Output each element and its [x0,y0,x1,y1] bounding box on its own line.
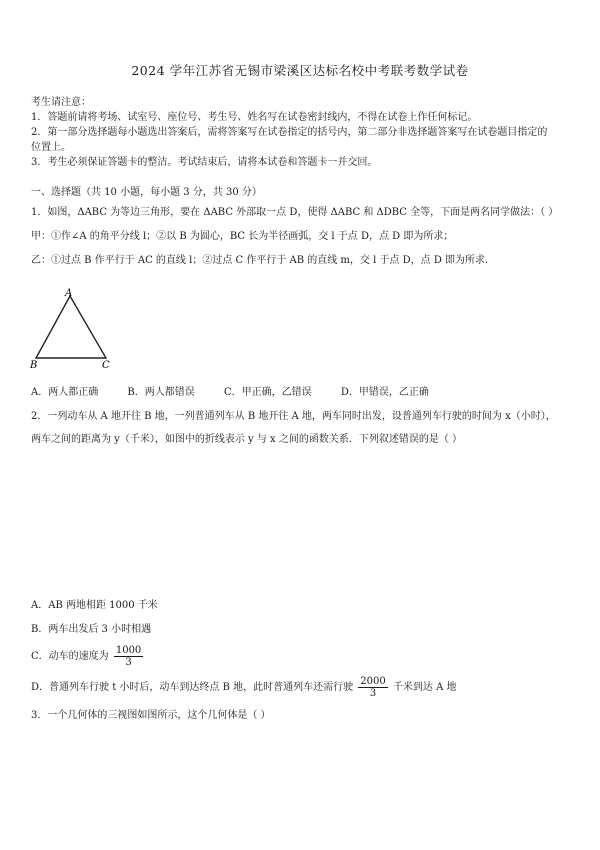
vertex-label-c: C [102,360,110,371]
question-2-option-d[interactable] [31,676,457,699]
triangle-figure [28,286,118,376]
question-2-option-b[interactable]: B．两车出发后 3 小时相遇 [31,624,152,635]
fraction-denominator: 3 [125,657,132,668]
notice-item: 1．答题前请将考场、试室号、座位号、考生号、姓名写在试卷密封线内，不得在试卷上作任何标记。 [31,112,478,123]
question-1-method-jia: 甲：①作∠A 的角平分线 l；②以 B 为圆心，BC 长为半径画弧，交 l 于点 D，点 D 即为所求； [31,231,454,242]
option-d-tail: 千米到达 A 地 [392,682,457,693]
section-heading: 一、选择题（共 10 小题，每小题 3 分，共 30 分） [31,187,262,198]
question-3-stem: 3．一个几何体的三视图如图所示，这个几何体是（ ） [31,710,271,721]
notice-item: 位置上。 [31,142,71,153]
option-d[interactable]: D．甲错误，乙正确 [340,387,429,398]
option-c-text: C．动车的速度为 [31,651,109,662]
distance-fraction [358,676,387,699]
option-c[interactable]: C．甲正确，乙错误 [223,387,312,398]
question-1-options [31,386,455,400]
option-b[interactable]: B．两人都错误 [127,387,195,398]
vertex-label-b: B [30,360,38,371]
question-2-stem-line2: 两车之间的距离为 y（千米），如图中的折线表示 y 与 x 之间的函数关系．下列叙述错误的是（ ） [31,434,463,445]
notice-item: 3．考生必须保证答题卡的整洁。考试结束后，请将本试卷和答题卡一并交回。 [31,157,378,168]
vertex-label-a: A [65,288,73,299]
question-2-option-c[interactable] [31,645,145,668]
fraction-numerator: 2000 [360,676,386,687]
exam-title: 2024 学年江苏省无锡市梁溪区达标名校中考联考数学试卷 [131,63,469,78]
option-a[interactable]: A．两人都正确 [31,387,99,398]
notice-item: 2．第一部分选择题每小题选出答案后，需将答案写在试卷指定的括号内，第二部分非选择题答案写在试卷题目指定的 [31,127,548,138]
fraction-denominator: 3 [369,688,377,699]
question-1-method-yi: 乙：①过点 B 作平行于 AC 的直线 l；②过点 C 作平行于 AB 的直线 m，交 l 于点 D，点 D 即为所求． [31,255,496,266]
option-d-text: D．普通列车行驶 t 小时后，动车到达终点 B 地，此时普通列车还需行驶 [31,682,354,693]
question-2-option-a[interactable]: A．AB 两地相距 1000 千米 [31,600,158,611]
speed-fraction [114,645,143,668]
question-2-stem-line1: 2．一列动车从 A 地开往 B 地，一列普通列车从 B 地开往 A 地，两车同时出发，设普通列车行驶的时间为 x（小时）， [31,411,556,422]
fraction-numerator: 1000 [115,645,142,656]
question-1-stem: 1．如图，ΔABC 为等边三角形，要在 ΔABC 外部取一点 D，使得 ΔABC 和 ΔDBC 全等，下面是两名同学做法：（ ） [31,207,559,218]
notice-heading: 考生请注意： [31,97,91,108]
